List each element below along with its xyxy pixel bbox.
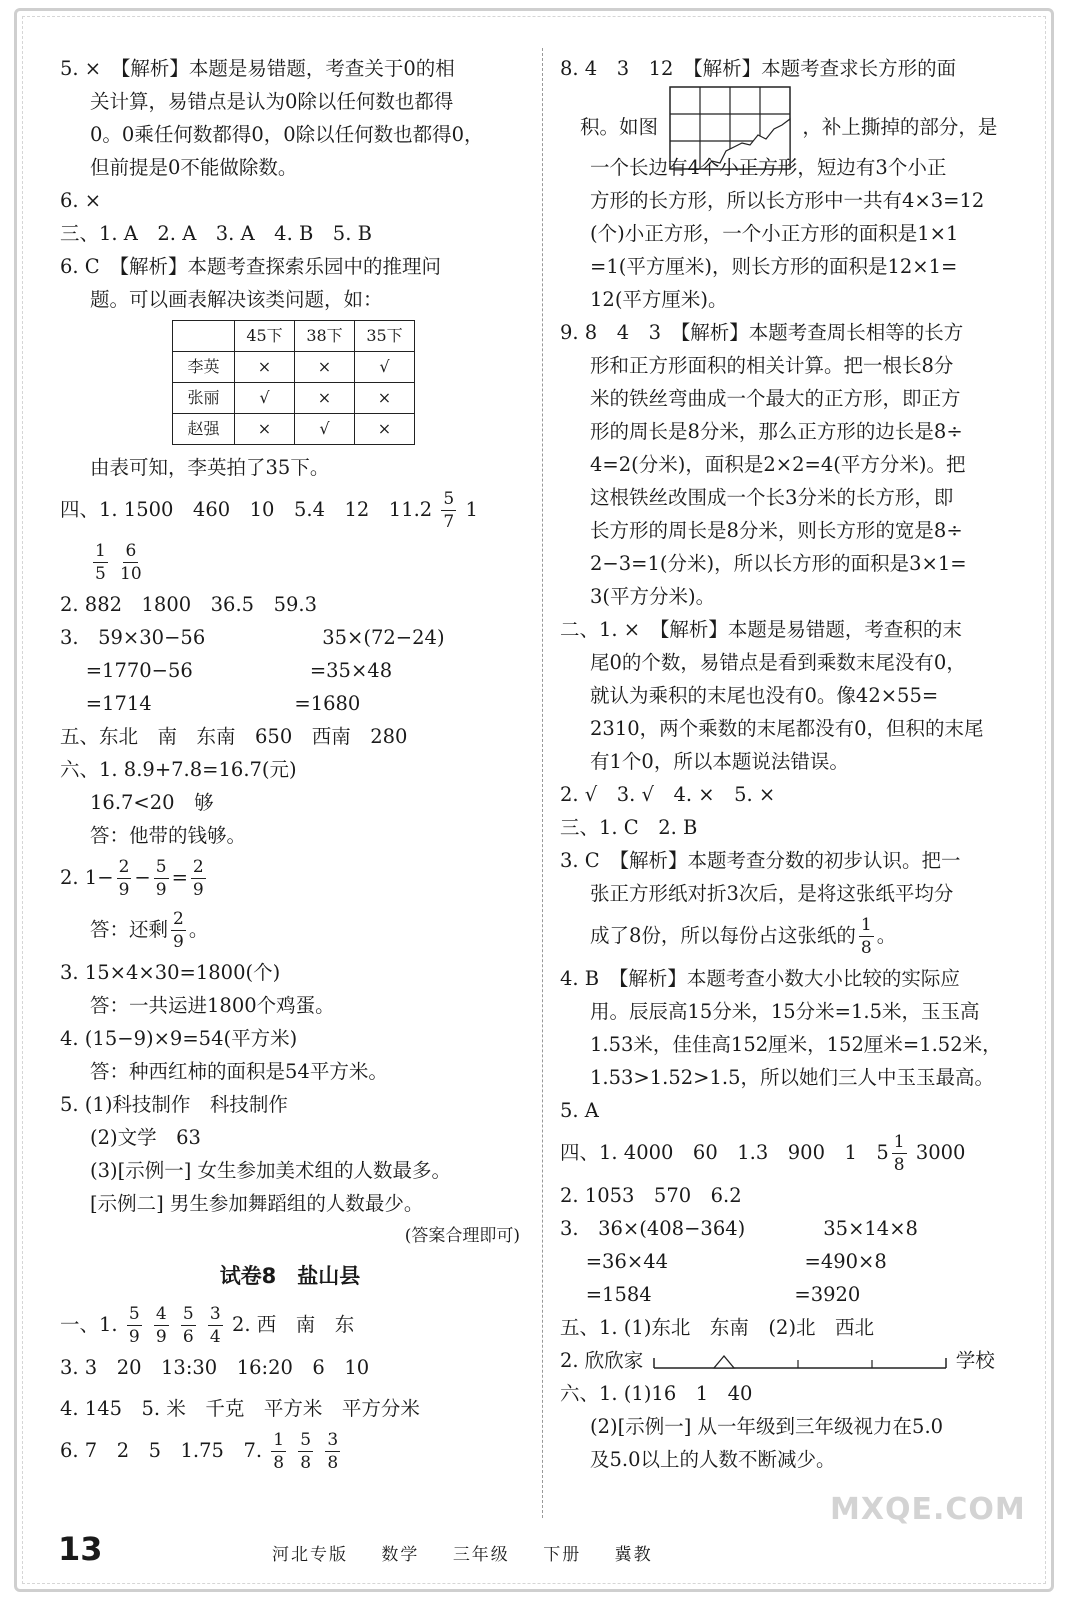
text-line: 0。0乘任何数都得0，0除以任何数也都得0，: [90, 123, 484, 146]
text-segment: 一、1.: [60, 1313, 118, 1336]
denominator: 7: [443, 512, 455, 532]
text-segment: =: [171, 866, 188, 889]
numerator: 4: [155, 1304, 167, 1324]
text-line: 六、1. (1)16 1 40: [560, 1382, 753, 1405]
denominator: 8: [893, 1155, 905, 1175]
text-line: 5. A: [560, 1099, 599, 1122]
watermark: MXQE.COM: [830, 1492, 1026, 1527]
text-line: 形的周长是8分米，那么正方形的边长是8÷: [590, 420, 963, 443]
text-line: 6. C 【解析】本题考查探索乐园中的推理问: [60, 255, 441, 278]
text-line-fraction: [60, 536, 520, 588]
text-line-fraction: [60, 1299, 520, 1351]
text-line: 3(平方分米)。: [590, 585, 716, 608]
text-line: 3. 59×30−56 35×(72−24): [60, 626, 445, 649]
text-line: 二、1. × 【解析】本题是易错题，考查积的末: [560, 618, 962, 641]
table-cell: ×: [235, 414, 295, 445]
text-line: (2)文学 63: [90, 1126, 201, 1149]
text-line-fraction: [60, 484, 520, 536]
right-column: [560, 52, 1020, 1476]
text-segment: 四、1. 1500 460 10 5.4 12 11.2: [60, 498, 433, 521]
text-line: 一个长边有4个小正方形，短边有3个小正: [590, 156, 947, 179]
text-line: (2)[示例一] 从一年级到三年级视力在5.0: [590, 1415, 944, 1438]
text-line: 用。辰辰高15分米，15分米=1.5米，玉玉高: [590, 1000, 980, 1023]
text-line: (个)小正方形，一个小正方形的面积是1×1: [590, 222, 959, 245]
numerator: 2: [192, 857, 204, 877]
text-line: =36×44 =490×8: [560, 1250, 887, 1273]
text-segment: 2. 欣欣家: [560, 1349, 644, 1372]
text-segment: 。: [188, 918, 209, 941]
denominator: 8: [300, 1453, 312, 1473]
text-segment: −: [134, 866, 151, 889]
table-cell: √: [295, 414, 355, 445]
text-line: 3. C 【解析】本题考查分数的初步认识。把一: [560, 849, 961, 872]
fraction: [859, 914, 874, 959]
denominator: 8: [327, 1453, 339, 1473]
page-number: 13: [58, 1530, 103, 1568]
numerator: 5: [300, 1430, 312, 1450]
denominator: 9: [128, 1327, 140, 1347]
footer-label: 河北专版: [272, 1545, 348, 1565]
table-cell: 赵强: [173, 414, 235, 445]
numerator: 1: [273, 1430, 285, 1450]
text-segment: 成了8份，所以每份占这张纸的: [590, 924, 856, 947]
text-line: 6. ×: [60, 189, 102, 212]
text-line: 六、1. 8.9+7.8=16.7(元): [60, 758, 297, 781]
table-cell: ×: [235, 352, 295, 383]
fraction: [191, 856, 206, 901]
text-line-fraction: [60, 1425, 520, 1477]
denominator: 9: [192, 880, 204, 900]
text-line: 但前提是0不能做除数。: [90, 156, 298, 179]
table-cell: 38下: [295, 321, 355, 352]
route-line-figure: [650, 1350, 950, 1374]
text-line: 题。可以画表解决该类问题，如：: [90, 288, 383, 311]
denominator: 4: [209, 1327, 221, 1347]
numerator: 5: [182, 1304, 194, 1324]
footer-label: 数学: [381, 1545, 420, 1565]
numerator: 1: [95, 541, 106, 561]
text-line: 尾0的个数，易错点是看到乘数末尾没有0，: [590, 651, 966, 674]
text-line-fraction: [560, 1127, 1020, 1179]
footer-labels: [272, 1540, 679, 1565]
denominator: 5: [95, 564, 106, 584]
text-line-fraction: [560, 910, 1020, 962]
text-line: 方形的长方形，所以长方形中一共有4×3=12: [590, 189, 985, 212]
fraction: [127, 1303, 142, 1348]
text-segment: 学校: [955, 1349, 995, 1372]
numerator: 6: [125, 541, 137, 561]
text-line: 2. 882 1800 36.5 59.3: [60, 593, 317, 616]
table-cell: [173, 321, 235, 352]
table-cell: ×: [355, 414, 415, 445]
text-line: 16.7<20 够: [90, 791, 214, 814]
numerator: 5: [443, 489, 455, 509]
text-line: 答：种西红柿的面积是54平方米。: [90, 1060, 388, 1083]
text-line: 三、1. C 2. B: [560, 816, 698, 839]
text-line: 5. (1)科技制作 科技制作: [60, 1093, 288, 1116]
denominator: 9: [173, 932, 184, 952]
numerator: 5: [128, 1304, 140, 1324]
text-line: 3. 36×(408−364) 35×14×8: [560, 1217, 918, 1240]
text-line: 五、1. (1)东北 东南 (2)北 西北: [560, 1316, 875, 1339]
fraction: [441, 488, 456, 533]
text-line: 4=2(分米)，面积是2×2=4(平方分米)。把: [590, 453, 966, 476]
denominator: 6: [182, 1327, 194, 1347]
numerator: 3: [209, 1304, 221, 1324]
text-line: 2310，两个乘数的末尾都没有0，但积的末尾: [590, 717, 984, 740]
fraction: [154, 1303, 169, 1348]
text-line: 三、1. A 2. A 3. A 4. B 5. B: [60, 222, 372, 245]
footer-label: 下册: [543, 1545, 582, 1565]
text-segment: 1: [465, 498, 478, 521]
text-segment: 。: [876, 924, 897, 947]
fraction: [154, 856, 169, 901]
fraction: [117, 856, 132, 901]
table-cell: ×: [295, 352, 355, 383]
text-segment: 6. 7 2 5 1.75 7.: [60, 1439, 263, 1462]
table-cell: √: [235, 383, 295, 414]
text-line: 12(平方厘米)。: [590, 288, 728, 311]
text-line: 就认为乘积的末尾也没有0。像42×55=: [590, 684, 939, 707]
text-line: =1(平方厘米)，则长方形的面积是12×1=: [590, 255, 958, 278]
numerator: 2: [118, 857, 130, 877]
text-segment: 积。如图: [580, 115, 659, 139]
text-line: 关计算，易错点是认为0除以任何数也都得: [90, 90, 454, 113]
denominator: 9: [155, 880, 167, 900]
text-line: 4. B 【解析】本题考查小数大小比较的实际应: [560, 967, 960, 990]
denominator: 10: [120, 564, 142, 584]
text-line: 2. 1053 570 6.2: [560, 1184, 742, 1207]
text-line-fraction: [60, 904, 520, 956]
text-line: 1.53>1.52>1.5，所以她们三人中玉玉最高。: [590, 1066, 995, 1089]
page-footer: [58, 1530, 1018, 1570]
table-cell: 35下: [355, 321, 415, 352]
text-segment: 答：还剩: [90, 918, 169, 941]
fraction: [120, 540, 142, 585]
text-line: 形和正方形面积的相关计算。把一根长8分: [590, 354, 954, 377]
reasoning-table: [172, 320, 415, 445]
text-line: 3. 15×4×30=1800(个): [60, 961, 281, 984]
fraction: [181, 1303, 196, 1348]
fraction: [93, 540, 108, 585]
fraction: [208, 1303, 223, 1348]
numerator: 1: [860, 915, 872, 935]
text-segment: 2. 1−: [60, 866, 114, 889]
text-line: 4. (15−9)×9=54(平方米): [60, 1027, 298, 1050]
text-line: 答：他带的钱够。: [90, 824, 247, 847]
text-line: [示例二] 男生参加舞蹈组的人数最少。: [90, 1192, 424, 1215]
text-line: 4. 145 5. 米 千克 平方米 平方分米: [60, 1397, 420, 1420]
text-line: 五、东北 南 东南 650 西南 280: [60, 725, 408, 748]
text-line-figure: [560, 1344, 1020, 1377]
table-cell: 45下: [235, 321, 295, 352]
table-cell: √: [355, 352, 415, 383]
left-column: [60, 52, 520, 1477]
fraction: [298, 1429, 313, 1474]
text-segment: ，补上撕掉的部分，是: [802, 115, 998, 139]
numerator: 2: [173, 909, 184, 929]
fraction: [892, 1131, 907, 1176]
text-segment: 四、1. 4000 60 1.3 900 1 5: [560, 1141, 889, 1164]
text-line: 张正方形纸对折3次后，是将这张纸平均分: [590, 882, 954, 905]
text-line: 由表可知，李英拍了35下。: [90, 456, 330, 479]
section-title: 试卷8 盐山县: [219, 1264, 361, 1288]
text-line: 答：一共运进1800个鸡蛋。: [90, 994, 335, 1017]
text-line: 2. √ 3. √ 4. × 5. ×: [560, 783, 776, 806]
text-line: 及5.0以上的人数不断减少。: [590, 1448, 836, 1471]
denominator: 9: [155, 1327, 167, 1347]
text-segment: 3000: [915, 1141, 966, 1164]
text-line: 8. 4 3 12 【解析】本题考查求长方形的面: [560, 57, 957, 80]
fraction: [271, 1429, 286, 1474]
table-cell: ×: [295, 383, 355, 414]
footer-label: 三年级: [452, 1545, 510, 1565]
numerator: 1: [893, 1132, 905, 1152]
column-divider: [542, 48, 543, 1518]
text-line: 1.53米，佳佳高152厘米，152厘米=1.52米，: [590, 1033, 1002, 1056]
text-line: (答案合理即可): [404, 1226, 520, 1246]
denominator: 8: [860, 938, 872, 958]
fraction: [171, 908, 186, 953]
text-line: (3)[示例一] 女生参加美术组的人数最多。: [90, 1159, 452, 1182]
text-line: 米的铁丝弯曲成一个最大的正方形，即正方: [590, 387, 961, 410]
text-line-figure: [560, 85, 1020, 145]
footer-label: 冀教: [614, 1545, 653, 1565]
text-line: 有1个0，所以本题说法错误。: [590, 750, 849, 773]
text-line: 3. 3 20 13:30 16:20 6 10: [60, 1356, 370, 1379]
text-line: =1584 =3920: [560, 1283, 861, 1306]
text-line-fraction: [60, 852, 520, 904]
denominator: 9: [118, 880, 130, 900]
text-line: 9. 8 4 3 【解析】本题考查周长相等的长方: [560, 321, 964, 344]
numerator: 3: [327, 1430, 339, 1450]
denominator: 8: [273, 1453, 285, 1473]
fraction: [325, 1429, 340, 1474]
text-line: 5. × 【解析】本题是易错题，考查关于0的相: [60, 57, 455, 80]
text-line: 2−3=1(分米)，所以长方形的面积是3×1=: [590, 552, 967, 575]
table-cell: ×: [355, 383, 415, 414]
numerator: 5: [155, 857, 167, 877]
table-cell: 张丽: [173, 383, 235, 414]
text-line: =1770−56 =35×48: [60, 659, 393, 682]
text-line: 长方形的周长是8分米，则长方形的宽是8÷: [590, 519, 963, 542]
text-line: =1714 =1680: [60, 692, 361, 715]
table-cell: 李英: [173, 352, 235, 383]
text-segment: 2. 西 南 东: [231, 1313, 355, 1336]
text-line: 这根铁丝改围成一个长3分米的长方形，即: [590, 486, 954, 509]
